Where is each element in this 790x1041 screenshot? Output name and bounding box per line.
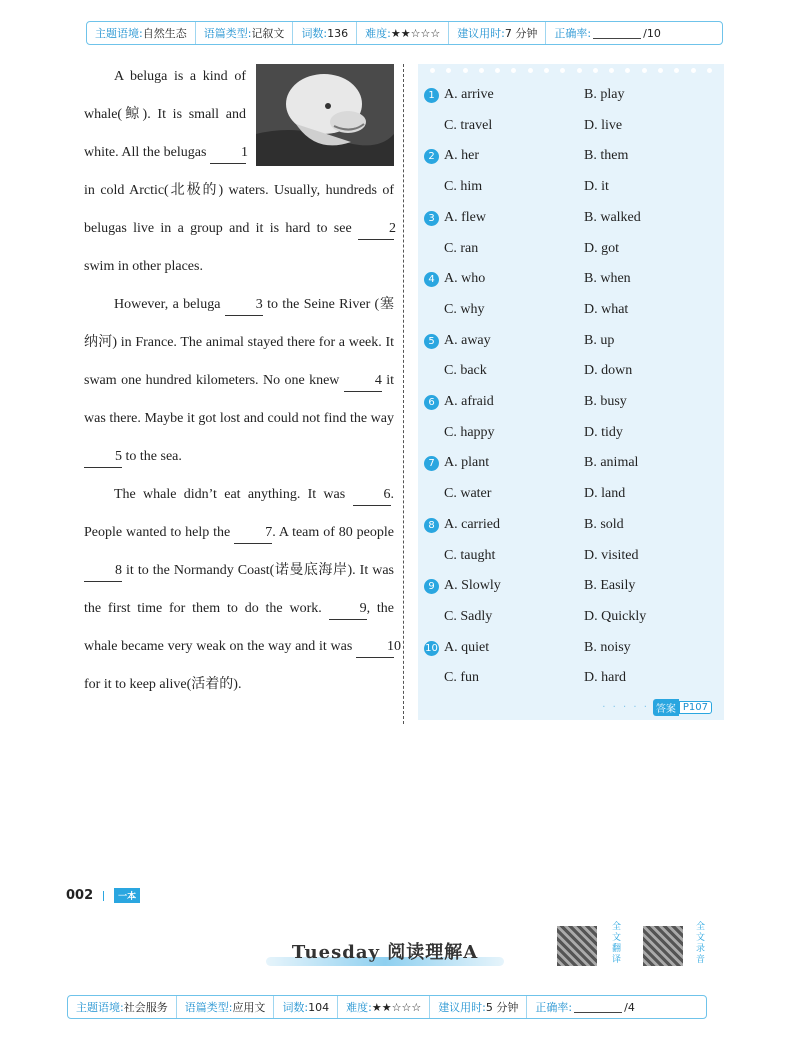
choice-a[interactable]: A. afraid — [444, 394, 494, 409]
choice-d[interactable]: D. got — [584, 240, 619, 256]
time-key: 建议用时: — [457, 27, 505, 40]
accuracy-cell-2 — [527, 996, 706, 1018]
question-number-badge: 5 — [424, 334, 439, 349]
binder-holes — [430, 68, 712, 73]
choice-c[interactable]: C. Sadly — [444, 608, 493, 624]
time-cell-2 — [430, 996, 527, 1018]
p3-text-d: it to the Normandy Coast(诺曼底海岸). It was the first time for them to do the work. — [84, 563, 395, 616]
choice-c[interactable]: C. him — [444, 179, 483, 195]
option-row-4-ab — [418, 264, 724, 294]
theme-value: 自然生态 — [142, 27, 187, 40]
p1-text-b: in cold Arctic(北极的) waters. Usually, hundreds of belugas live in a group and it is hard to see — [84, 183, 394, 236]
choice-d[interactable]: D. tidy — [584, 424, 623, 440]
choice-b[interactable]: B. walked — [584, 209, 641, 225]
choice-c[interactable]: C. why — [444, 301, 485, 317]
theme-cell-2 — [68, 996, 177, 1018]
beluga-photo — [256, 64, 394, 166]
accuracy-value-2: /4 — [624, 1000, 635, 1014]
question-number-badge: 3 — [424, 211, 439, 226]
type-cell — [196, 22, 294, 44]
words-value-2: 104 — [308, 1000, 330, 1014]
words-cell-2 — [274, 996, 338, 1018]
choice-d[interactable]: D. land — [584, 486, 626, 502]
time-value: 7 分钟 — [504, 27, 538, 40]
accuracy-blank[interactable] — [593, 28, 641, 39]
words-key-2: 词数: — [282, 1001, 309, 1014]
p3-text-a: The whale didn’t eat anything. It was — [114, 487, 346, 502]
time-cell — [449, 22, 546, 44]
p2-text-b: to the Seine River (塞纳河) in France. The animal stayed there for a week. It swam one hundred kilometers. No one knew — [84, 297, 395, 388]
p2-text-a: However, a beluga — [114, 297, 221, 312]
option-row-3-ab — [418, 203, 724, 233]
difficulty-stars-2: ★★☆☆☆ — [371, 1000, 422, 1014]
option-row-8-ab — [418, 510, 724, 540]
choice-a[interactable]: A. away — [444, 332, 491, 348]
leader-dots: · · · · · — [602, 702, 649, 713]
type-key-2: 语篇类型: — [184, 1001, 233, 1014]
choice-c[interactable]: C. happy — [444, 424, 495, 440]
choice-b[interactable]: B. play — [584, 87, 625, 102]
option-row-3-cd — [418, 234, 724, 264]
choice-c[interactable]: C. taught — [444, 547, 496, 563]
choice-b[interactable]: B. up — [584, 332, 615, 348]
choice-a[interactable]: A. flew — [444, 209, 486, 225]
option-row-9-ab — [418, 571, 724, 601]
answer-label: 答案 — [653, 699, 679, 716]
qr-translation-label: 全文翻译 — [612, 922, 622, 965]
choice-d[interactable]: D. hard — [584, 670, 626, 686]
choice-a[interactable]: A. plant — [444, 455, 490, 471]
p2-text-d: to the sea. — [125, 449, 182, 464]
question-number-badge: 4 — [424, 272, 439, 287]
footer-divider — [103, 891, 104, 901]
page-number: 002 — [66, 888, 94, 903]
difficulty-stars: ★★☆☆☆ — [390, 26, 441, 40]
choice-d[interactable]: D. Quickly — [584, 608, 647, 624]
theme-key-2: 主题语境: — [76, 1001, 124, 1014]
blank-3[interactable]: 3 — [225, 295, 263, 316]
option-row-10-cd — [418, 663, 724, 693]
difficulty-cell-2 — [338, 996, 430, 1018]
answer-reference[interactable] — [602, 699, 712, 716]
accuracy-value: /10 — [643, 26, 661, 40]
difficulty-cell — [357, 22, 449, 44]
paragraph-2 — [84, 286, 394, 476]
qr-code-audio-icon[interactable] — [643, 926, 683, 966]
p3-text-e: , the whale became very weak on the way and it was — [84, 601, 394, 654]
option-row-9-cd — [418, 602, 724, 632]
option-row-1-cd — [418, 111, 724, 141]
accuracy-blank-2[interactable] — [574, 1002, 622, 1013]
choice-d[interactable]: D. down — [584, 363, 633, 379]
qr-code-translation-icon[interactable] — [557, 926, 597, 966]
question-number-badge: 1 — [424, 88, 439, 103]
option-row-5-ab — [418, 326, 724, 356]
option-row-6-ab — [418, 387, 724, 417]
question-number-badge: 2 — [424, 149, 439, 164]
time-key-2: 建议用时: — [438, 1001, 486, 1014]
choice-d[interactable]: D. what — [584, 301, 629, 317]
words-value: 136 — [327, 26, 349, 40]
blank-4[interactable]: 4 — [344, 371, 382, 392]
choice-b[interactable]: B. Easily — [584, 578, 636, 594]
choice-d[interactable]: D. it — [584, 179, 609, 195]
passage — [84, 58, 402, 704]
brand-logo: 一本 — [114, 888, 140, 903]
blank-5[interactable]: 5 — [84, 447, 122, 468]
p1-text-c: swim in other places. — [84, 259, 203, 274]
choice-b[interactable]: B. when — [584, 271, 631, 287]
choice-a[interactable]: A. her — [444, 148, 479, 164]
accuracy-key-2: 正确率: — [535, 1001, 573, 1014]
option-row-5-cd — [418, 356, 724, 386]
blank-1[interactable]: 1 — [210, 143, 246, 164]
bottom-info-bar — [67, 995, 707, 1019]
option-row-10-ab — [418, 633, 724, 663]
option-row-7-cd — [418, 479, 724, 509]
choice-d[interactable]: D. visited — [584, 547, 639, 563]
top-info-bar — [86, 21, 723, 45]
p3-text-b: . People wanted to help the — [84, 487, 394, 540]
words-key: 词数: — [301, 27, 328, 40]
type-cell-2 — [177, 996, 275, 1018]
type-key: 语篇类型: — [203, 27, 252, 40]
blank-10[interactable]: 10 — [356, 637, 394, 658]
paragraph-3 — [84, 476, 402, 704]
choice-b[interactable]: B. animal — [584, 455, 639, 471]
choice-d[interactable]: D. live — [584, 117, 623, 133]
type-value-2: 应用文 — [232, 1001, 266, 1014]
accuracy-key: 正确率: — [554, 27, 592, 40]
choice-b[interactable]: B. busy — [584, 394, 627, 409]
option-row-2-ab — [418, 141, 724, 171]
words-cell — [293, 22, 357, 44]
choice-c[interactable]: C. travel — [444, 117, 493, 133]
answer-page: P107 — [679, 701, 712, 714]
theme-cell — [87, 22, 196, 44]
beluga-image-icon — [256, 64, 394, 166]
choice-c[interactable]: C. ran — [444, 240, 479, 256]
choice-a[interactable]: A. quiet — [444, 639, 490, 655]
section-title-text: Tuesday 阅读理解A — [291, 942, 479, 963]
type-value: 记叙文 — [251, 27, 285, 40]
page-footer — [66, 888, 140, 903]
question-number-badge: 6 — [424, 395, 439, 410]
choice-a[interactable]: A. Slowly — [444, 578, 501, 594]
question-number-badge: 9 — [424, 579, 439, 594]
p3-text-c: . A team of 80 people — [272, 525, 394, 540]
question-number-badge: 10 — [425, 642, 438, 654]
accuracy-cell — [546, 22, 722, 44]
blank-9[interactable]: 9 — [329, 599, 367, 620]
option-row-7-ab — [418, 448, 724, 478]
choice-c[interactable]: C. back — [444, 363, 487, 379]
choice-a[interactable]: A. carried — [444, 516, 500, 532]
options-panel — [418, 64, 724, 720]
theme-key: 主题语境: — [95, 27, 143, 40]
choice-c[interactable]: C. water — [444, 486, 492, 502]
next-section-title — [266, 938, 504, 968]
blank-8[interactable]: 8 — [84, 561, 122, 582]
blank-2[interactable]: 2 — [358, 219, 394, 240]
choice-a[interactable]: A. arrive — [444, 87, 494, 102]
qr-audio-label: 全文录音 — [696, 922, 706, 965]
difficulty-key: 难度: — [365, 27, 391, 40]
question-number-badge: 8 — [424, 518, 439, 533]
blank-6[interactable]: 6 — [353, 485, 391, 506]
choice-b[interactable]: B. noisy — [584, 639, 631, 655]
p2-text-c: it was there. Maybe it got lost and could not find the way — [84, 373, 395, 426]
choice-b[interactable]: B. sold — [584, 516, 624, 532]
option-row-6-cd — [418, 418, 724, 448]
theme-value-2: 社会服务 — [123, 1001, 168, 1014]
choice-a[interactable]: A. who — [444, 271, 486, 287]
p3-text-f: for it to keep alive(活着的). — [84, 677, 242, 692]
column-divider — [403, 64, 404, 724]
choice-b[interactable]: B. them — [584, 148, 629, 164]
option-row-2-cd — [418, 172, 724, 202]
time-value-2: 5 分钟 — [485, 1001, 519, 1014]
option-row-4-cd — [418, 295, 724, 325]
difficulty-key-2: 难度: — [346, 1001, 372, 1014]
option-row-8-cd — [418, 541, 724, 571]
p1-text-a: A beluga is a kind of whale(鲸). It is small and white. All the belugas — [84, 69, 246, 160]
option-row-1-ab — [418, 80, 724, 110]
choice-c[interactable]: C. fun — [444, 670, 479, 686]
question-number-badge: 7 — [424, 456, 439, 471]
blank-7[interactable]: 7 — [234, 523, 272, 544]
